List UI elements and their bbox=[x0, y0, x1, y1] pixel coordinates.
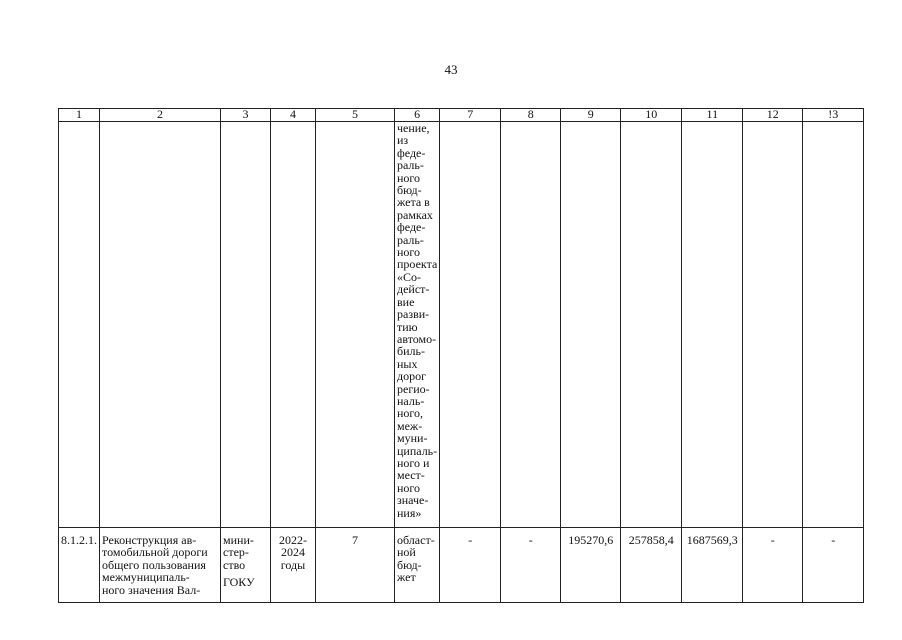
cell-empty bbox=[100, 122, 221, 528]
cell-col13: - bbox=[803, 528, 864, 603]
cell-empty bbox=[803, 122, 864, 528]
header-cell-6: 6 bbox=[395, 109, 440, 122]
cell-col9: 195270,6 bbox=[561, 528, 621, 603]
cell-funding-source-continuation: чение, из феде- раль- ного бюд- жета в рамках феде- раль- ного проекта «Со- дейст- вие разви- тию автомо- биль- ных дорог регио- наль- ного, меж- муни- ципаль- ного и мест- ного значе- ния» bbox=[395, 122, 440, 528]
header-cell-10: 10 bbox=[621, 109, 682, 122]
page-number: 43 bbox=[444, 62, 458, 77]
header-cell-9: 9 bbox=[561, 109, 621, 122]
cell-period: 2022- 2024 годы bbox=[271, 528, 316, 603]
cell-funding-source: област- ной бюд- жет bbox=[395, 528, 440, 603]
header-cell-2: 2 bbox=[100, 109, 221, 122]
header-cell-13: !3 bbox=[803, 109, 864, 122]
cell-col7: - bbox=[440, 528, 501, 603]
header-cell-3: 3 bbox=[221, 109, 271, 122]
cell-empty bbox=[59, 122, 100, 528]
header-cell-1: 1 bbox=[59, 109, 100, 122]
cell-empty bbox=[561, 122, 621, 528]
cell-empty bbox=[221, 122, 271, 528]
table-row-continuation bbox=[59, 122, 864, 528]
header-row bbox=[59, 109, 864, 122]
cell-executor bbox=[221, 528, 271, 603]
cell-empty bbox=[743, 122, 803, 528]
cell-empty bbox=[682, 122, 743, 528]
executor-abbr: ГОКУ bbox=[223, 575, 255, 590]
cell-empty bbox=[316, 122, 395, 528]
cell-measure-name: Реконструкция ав- томобильной дороги общего пользования межмуниципаль- ного значения Вал- bbox=[100, 528, 221, 603]
cell-empty bbox=[621, 122, 682, 528]
cell-row-id: 8.1.2.1. bbox=[59, 528, 100, 603]
header-cell-12: 12 bbox=[743, 109, 803, 122]
cell-col8: - bbox=[501, 528, 561, 603]
cell-empty bbox=[501, 122, 561, 528]
header-cell-11: 11 bbox=[682, 109, 743, 122]
header-cell-8: 8 bbox=[501, 109, 561, 122]
cell-col11: 1687569,3 bbox=[682, 528, 743, 603]
header-cell-7: 7 bbox=[440, 109, 501, 122]
cell-empty bbox=[440, 122, 501, 528]
table-row-8-1-2-1 bbox=[59, 528, 864, 603]
cell-col10: 257858,4 bbox=[621, 528, 682, 603]
budget-table bbox=[58, 108, 864, 603]
header-cell-5: 5 bbox=[316, 109, 395, 122]
executor-text: мини- стер- ство bbox=[223, 533, 254, 572]
cell-col12: - bbox=[743, 528, 803, 603]
cell-col5: 7 bbox=[316, 528, 395, 603]
cell-empty bbox=[271, 122, 316, 528]
header-cell-4: 4 bbox=[271, 109, 316, 122]
